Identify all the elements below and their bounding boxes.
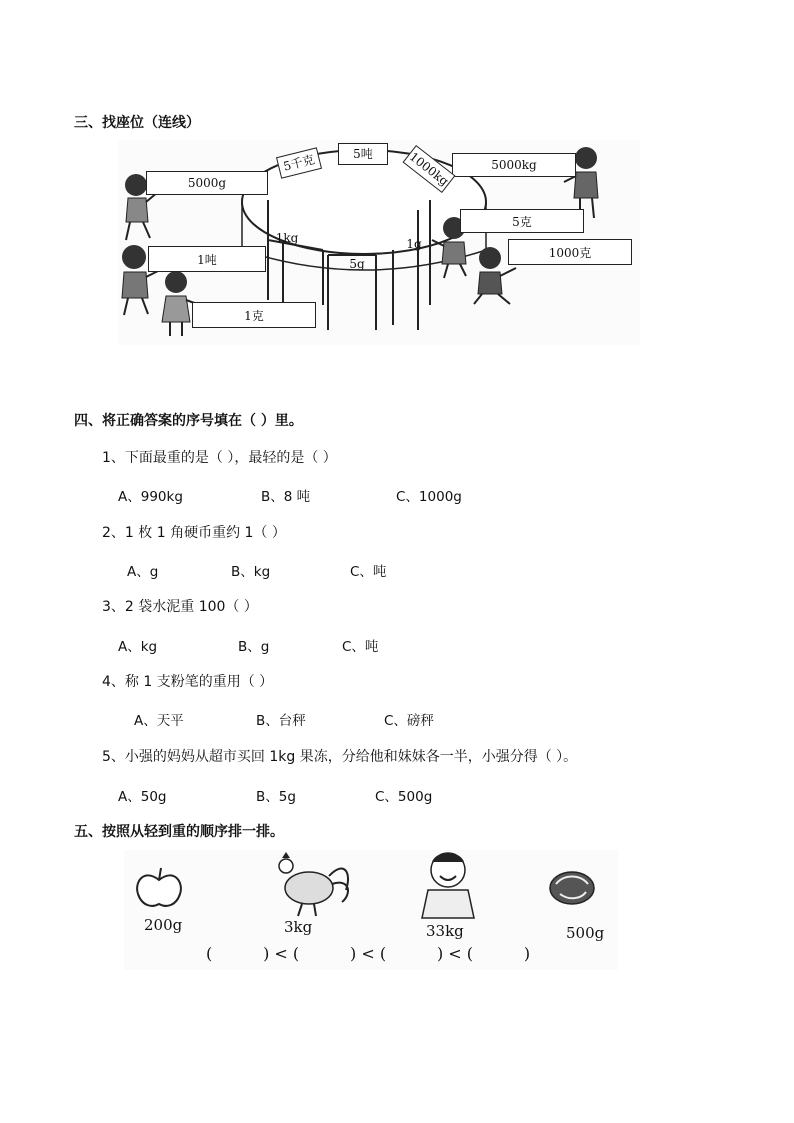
q5-option-c: C、500g (375, 789, 433, 805)
weight-label-apple: 200g (144, 916, 183, 934)
question-3: 3、2 袋水泥重 100（ ） (102, 599, 258, 615)
order-answer-line: ( ) < ( ) < ( ) < ( ) (206, 944, 531, 963)
section-4-title: 四、将正确答案的序号填在（ ）里。 (74, 413, 303, 429)
rooster-icon (279, 852, 348, 916)
label-left-1: 5000g (146, 171, 268, 195)
seat-label-5: 5g (349, 257, 365, 271)
q4-option-b: B、台秤 (256, 713, 306, 729)
label-right-2: 5克 (460, 209, 584, 233)
seat-matching-figure (118, 140, 640, 345)
label-right-1: 5000kg (452, 153, 576, 177)
q1-option-b: B、8 吨 (261, 489, 311, 505)
q4-option-a: A、天平 (134, 713, 184, 729)
q5-option-b: B、5g (256, 789, 296, 805)
q2-option-a: A、g (127, 564, 159, 580)
label-left-2: 1吨 (148, 246, 266, 272)
cabbage-icon (550, 872, 594, 904)
seat-label-2: 5吨 (338, 143, 388, 165)
q3-option-a: A、kg (118, 639, 158, 655)
weight-label-rooster: 3kg (284, 918, 313, 936)
section-5-title: 五、按照从轻到重的顺序排一排。 (74, 824, 284, 840)
q5-option-a: A、50g (118, 789, 167, 805)
q1-option-a: A、990kg (118, 489, 183, 505)
seat-label-3: 1000kg (403, 145, 456, 193)
seat-label-6: 1g (406, 237, 422, 251)
q2-option-c: C、吨 (350, 564, 387, 580)
weight-label-child: 33kg (426, 922, 464, 940)
q3-option-c: C、吨 (342, 639, 379, 655)
seat-label-4: 1kg (275, 231, 299, 245)
weight-ordering-figure (124, 850, 618, 970)
apple-icon (137, 868, 181, 906)
section-3-title: 三、找座位（连线） (74, 115, 200, 131)
seat-label-1: 5千克 (276, 147, 322, 179)
q3-option-b: B、g (238, 639, 270, 655)
question-2: 2、1 枚 1 角硬币重约 1（ ） (102, 525, 286, 541)
q4-option-c: C、磅秤 (384, 713, 434, 729)
question-4: 4、称 1 支粉笔的重用（ ） (102, 674, 274, 690)
question-1: 1、下面最重的是（ ），最轻的是（ ） (102, 450, 337, 466)
label-right-3: 1000克 (508, 239, 632, 265)
weight-label-cabbage: 500g (566, 924, 605, 942)
q1-option-c: C、1000g (396, 489, 462, 505)
q2-option-b: B、kg (231, 564, 271, 580)
question-5: 5、小强的妈妈从超市买回 1kg 果冻，分给他和妹妹各一半，小强分得（ ）。 (102, 749, 578, 765)
label-left-3: 1克 (192, 302, 316, 328)
child-icon (422, 853, 474, 918)
